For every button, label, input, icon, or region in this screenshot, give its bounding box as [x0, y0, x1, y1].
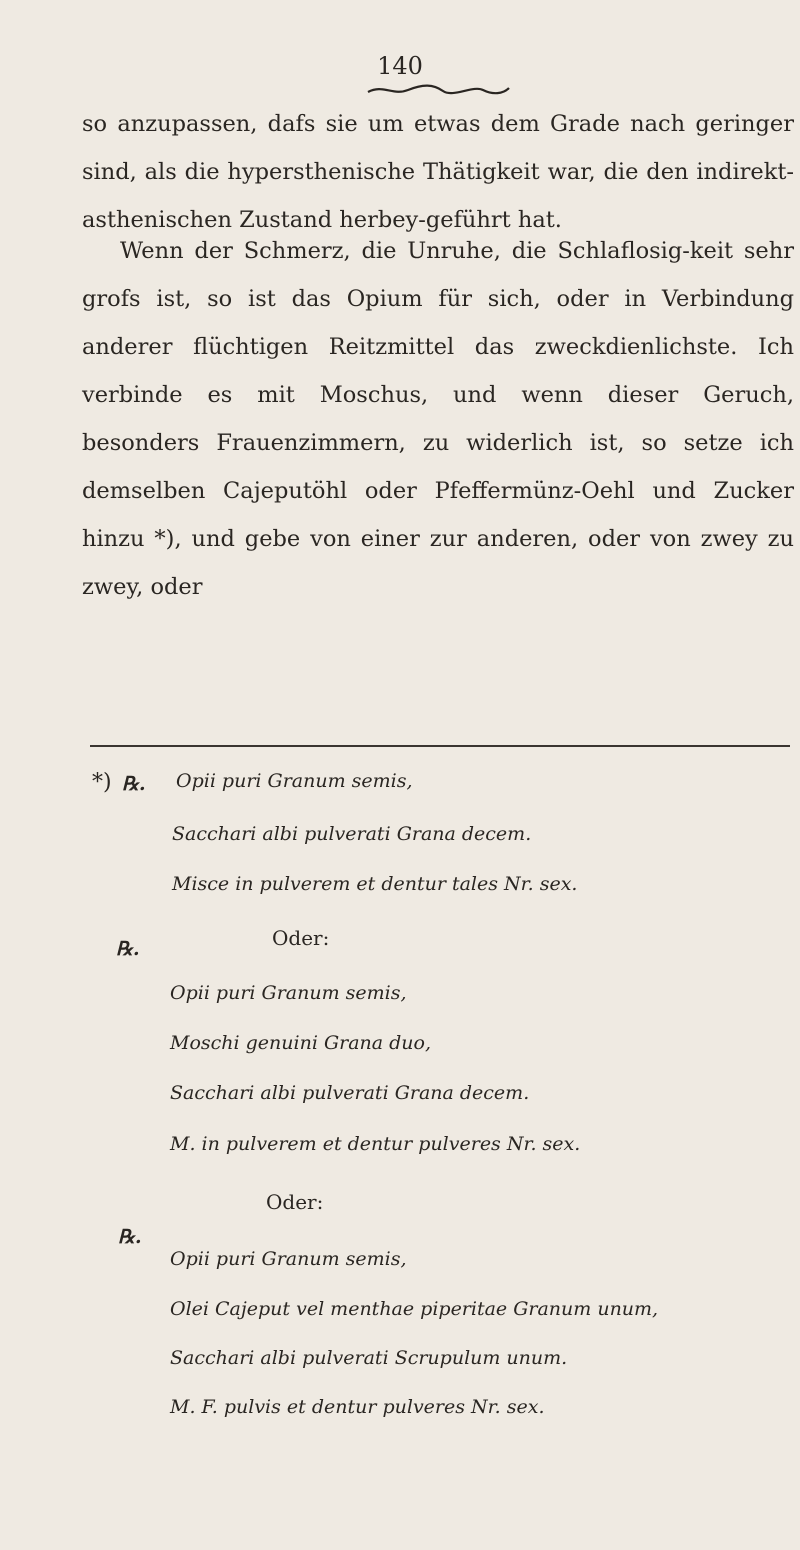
rx-symbol: ℞.: [122, 773, 146, 795]
recipe-2-line-2: Moschi genuini Grana duo,: [170, 1032, 432, 1054]
recipe-3-line-3: Sacchari albi pulverati Scrupulum unum.: [170, 1347, 568, 1369]
recipe-1-line-3: Misce in pulverem et dentur tales Nr. sex.: [172, 873, 578, 895]
rx-symbol: ℞.: [118, 1226, 142, 1248]
recipe-3-line-1: Opii puri Granum semis,: [170, 1248, 407, 1270]
rx-symbol: ℞.: [116, 938, 140, 960]
recipe-2-line-3: Sacchari albi pulverati Grana decem.: [170, 1082, 530, 1104]
recipe-2-line-4: M. in pulverem et dentur pulveres Nr. sex.: [170, 1133, 581, 1155]
oder-separator-2: Oder:: [266, 1190, 324, 1214]
recipe-2-line-1: Opii puri Granum semis,: [170, 982, 407, 1004]
recipe-3-line-2: Olei Cajeput vel menthae piperitae Granum unum,: [170, 1298, 659, 1320]
footnote-rule: [90, 745, 790, 747]
recipe-1-line-1: Opii puri Granum semis,: [176, 770, 413, 792]
recipe-1-line-2: Sacchari albi pulverati Grana decem.: [172, 823, 532, 845]
footnote-marker: *): [92, 770, 112, 795]
body-paragraph-1: so anzupassen, dafs sie um etwas dem Grade nach geringer sind, als die hypersthenische Thätigkeit war, die den indirekt-asthenischen Zustand herbey-geführt hat.: [82, 111, 794, 233]
page-number: 140: [377, 52, 423, 80]
ornament-divider: [363, 82, 513, 98]
oder-separator-1: Oder:: [272, 926, 330, 950]
body-paragraph-2: Wenn der Schmerz, die Unruhe, die Schlaflosig-keit sehr grofs ist, so ist das Opium für sich, oder in Verbindung anderer flüchtigen Reitzmittel das zweckdienlichste. Ich verbinde es mit Moschus, und wenn dieser Geruch, besonders Frauenzimmern, zu widerlich ist, so setze ich demselben Cajeputöhl oder Pfeffermünz-Oehl und Zucker hinzu *), und gebe von einer zur anderen, oder von zwey zu zwey, oder: [82, 238, 794, 600]
recipe-3-line-4: M. F. pulvis et dentur pulveres Nr. sex.: [170, 1396, 545, 1418]
